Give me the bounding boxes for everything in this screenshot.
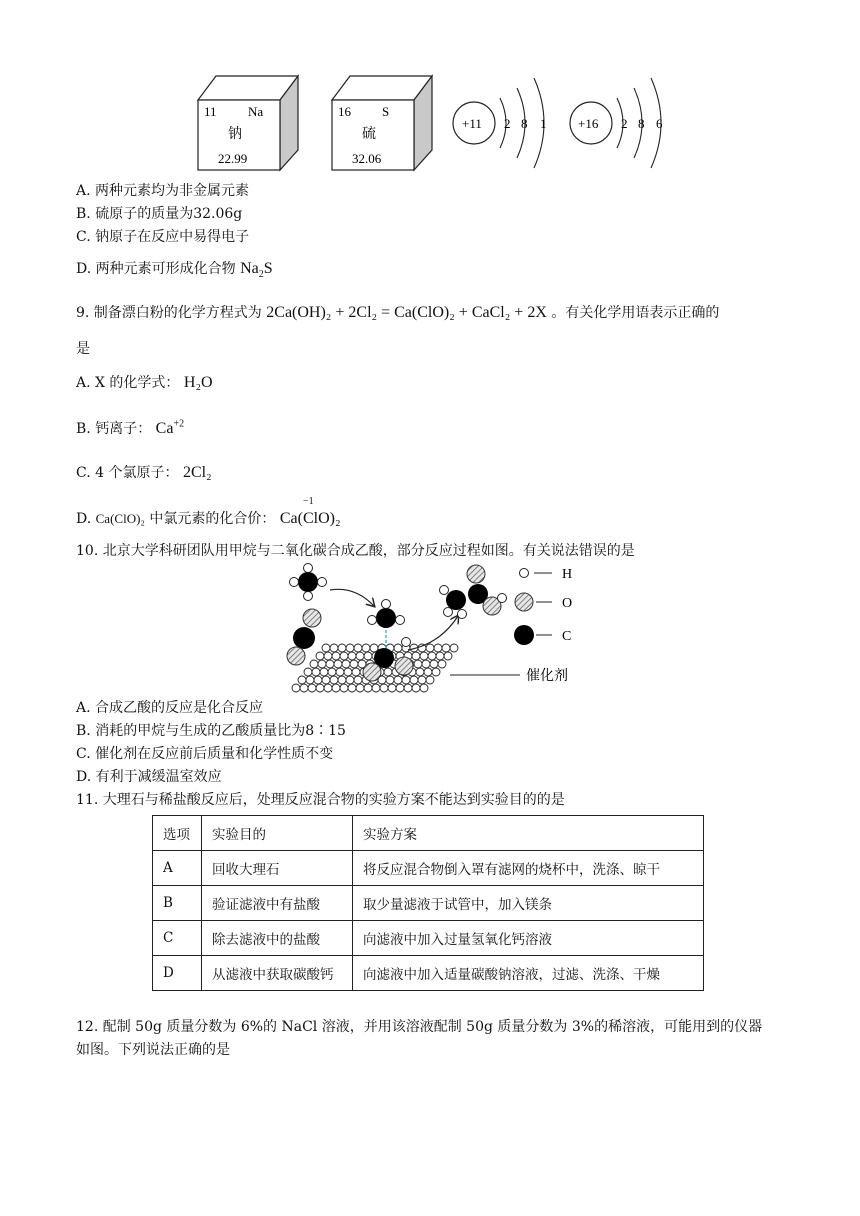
calcium-hypochlorite: Ca(ClO)₂	[95, 511, 145, 526]
q10-option-a	[76, 697, 263, 717]
acetic-acid-molecule	[440, 565, 507, 619]
option-letter: C.	[76, 746, 91, 762]
cell-plan: 向滤液中加入适量碳酸钠溶液，过滤、洗涤、干燥	[353, 956, 704, 991]
option-letter: B.	[76, 723, 91, 739]
q10-option-b	[76, 720, 346, 740]
q10-stem: 10. 北京大学科研团队用甲烷与二氧化碳合成乙酸，部分反应过程如图。有关说法错误的是	[76, 543, 635, 559]
cell-option: C	[153, 921, 202, 956]
option-label: A. X 的化学式：	[76, 375, 180, 391]
catalyst-atom	[310, 660, 318, 668]
catalyst-atom	[316, 652, 324, 660]
catalyst-atom	[320, 668, 328, 676]
catalyst-atom	[420, 684, 428, 692]
catalyst-atom	[308, 684, 316, 692]
catalyst-atom	[306, 676, 314, 684]
chlorine-formula: 2Cl₂	[182, 464, 212, 481]
catalyst-atom	[428, 652, 436, 660]
na-atom-structure	[453, 78, 547, 168]
option-label: B. 钙离子：	[76, 421, 152, 437]
option-text: 两种元素可形成化合物	[95, 261, 236, 277]
catalyst-atom	[444, 652, 452, 660]
s-shell-1: 2	[621, 116, 628, 131]
q8-option-a	[76, 180, 249, 200]
catalyst-atom	[338, 644, 346, 652]
methane-molecule	[290, 564, 327, 601]
catalyst-atom	[338, 676, 346, 684]
catalyst-atom	[316, 684, 324, 692]
q9-option-d	[76, 496, 341, 528]
cell-option: A	[153, 851, 202, 886]
catalyst-atom	[344, 668, 352, 676]
na-mass: 22.99	[218, 151, 248, 166]
catalyst-atom	[330, 644, 338, 652]
catalyst-atom	[356, 684, 364, 692]
s-mass: 32.06	[352, 151, 382, 166]
q8-option-b	[76, 203, 242, 223]
catalyst-atom	[410, 676, 418, 684]
catalyst-atom	[426, 676, 434, 684]
reaction-diagram	[280, 560, 600, 700]
cell-option: D	[153, 956, 202, 991]
na-shell-1: 2	[504, 116, 511, 131]
option-letter: D.	[76, 769, 92, 785]
table-row	[153, 921, 704, 956]
header-option: 选项	[153, 816, 202, 851]
cell-plan: 取少量滤液于试管中，加入镁条	[353, 886, 704, 921]
catalyst-atom	[396, 684, 404, 692]
q9-option-a	[76, 372, 213, 392]
catalyst-atom	[434, 644, 442, 652]
s-name: 硫	[362, 127, 376, 142]
catalyst-atom	[426, 644, 434, 652]
catalyst-atom	[318, 660, 326, 668]
catalyst-atom	[386, 676, 394, 684]
s-atomic-number: 16	[338, 104, 351, 119]
catalyst-atom	[354, 676, 362, 684]
na-element-box	[198, 76, 298, 170]
catalyst-atom	[352, 668, 360, 676]
cell-purpose: 回收大理石	[202, 851, 353, 886]
catalyst-atom	[354, 644, 362, 652]
catalyst-atom	[372, 684, 380, 692]
catalyst-atom	[328, 668, 336, 676]
catalyst-atom	[404, 684, 412, 692]
catalyst-atom	[424, 668, 432, 676]
catalyst-atom	[412, 684, 420, 692]
s-shell-2: 8	[638, 116, 645, 131]
header-plan: 实验方案	[353, 816, 704, 851]
catalyst-atom	[348, 684, 356, 692]
option-letter: A.	[76, 700, 91, 716]
catalyst-atom	[412, 652, 420, 660]
na-nucleus: +11	[462, 116, 482, 131]
calcium-ion: $Ca^{+2}$	[155, 418, 185, 437]
legend-o: O	[562, 596, 573, 611]
valence-mark: −1	[302, 496, 314, 507]
q8-option-d	[76, 258, 273, 280]
cell-plan: 将反应混合物倒入罩有滤网的烧杯中，洗涤、晾干	[353, 851, 704, 886]
catalyst-atom	[324, 684, 332, 692]
catalyst-atom	[364, 652, 372, 660]
catalyst-atom	[350, 660, 358, 668]
option-letter: A.	[76, 183, 91, 199]
legend-c: C	[562, 629, 572, 644]
na2s-formula: $Na_2S$	[240, 260, 273, 281]
catalyst-atom	[336, 668, 344, 676]
q9-equation: 2Ca(OH)₂ + 2Cl₂ = Ca(ClO)₂ + CaCl₂ + 2X	[266, 304, 547, 321]
catalyst-atom	[324, 652, 332, 660]
cell-purpose: 从滤液中获取碳酸钙	[202, 956, 353, 991]
element-figure	[190, 66, 680, 176]
table-row	[153, 851, 704, 886]
water-formula: H₂O	[183, 374, 213, 391]
option-text: 消耗的甲烷与生成的乙酸质量比为8∶15	[95, 723, 346, 739]
q9-stem-tail: 是	[76, 341, 90, 357]
catalyst-label: 催化剂	[526, 668, 568, 684]
catalyst-atom	[362, 644, 370, 652]
catalyst-atom	[342, 660, 350, 668]
cell-purpose: 除去滤液中的盐酸	[202, 921, 353, 956]
table-row	[153, 886, 704, 921]
na-name: 钠	[228, 127, 242, 142]
option-text: 有利于减缓温室效应	[95, 769, 222, 785]
q9-prefix: 9. 制备漂白粉的化学方程式为	[76, 305, 262, 321]
option-text: 合成乙酸的反应是化合反应	[95, 700, 264, 716]
cell-plan: 向滤液中加入过量氢氧化钙溶液	[353, 921, 704, 956]
option-letter: C.	[76, 229, 91, 245]
catalyst-atom	[330, 676, 338, 684]
catalyst-atom	[420, 652, 428, 660]
catalyst-atom	[394, 644, 402, 652]
catalyst-atom	[364, 684, 372, 692]
catalyst-atom	[450, 644, 458, 652]
catalyst-atom	[384, 668, 392, 676]
catalyst-atom	[356, 652, 364, 660]
table-header-row	[153, 816, 704, 851]
catalyst-atom	[334, 660, 342, 668]
q12-stem-line1: 12. 配制 50g 质量分数为 6%的 NaCl 溶液，并用该溶液配制 50g 质量分数为 3%的稀溶液，可能用到的仪器	[76, 1019, 763, 1035]
catalyst-atom	[380, 684, 388, 692]
option-text: 中氯元素的化合价：	[149, 511, 276, 527]
q9-option-b	[76, 418, 184, 438]
option-label: D.	[76, 511, 92, 527]
s-element-box	[332, 76, 432, 170]
option-text: 硫原子的质量为32.06g	[95, 206, 243, 222]
catalyst-atom	[430, 660, 438, 668]
na-atomic-number: 11	[204, 104, 217, 119]
catalyst-atom	[346, 644, 354, 652]
header-purpose: 实验目的	[202, 816, 353, 851]
catalyst-atom	[436, 652, 444, 660]
cell-purpose: 验证滤液中有盐酸	[202, 886, 353, 921]
q11-stem: 11. 大理石与稀盐酸反应后，处理反应混合物的实验方案不能达到实验目的的是	[76, 792, 565, 808]
catalyst-atom	[292, 684, 300, 692]
catalyst-atom	[432, 668, 440, 676]
catalyst-atom	[326, 660, 334, 668]
option-text: 两种元素均为非金属元素	[95, 183, 250, 199]
catalyst-atom	[418, 676, 426, 684]
legend	[514, 567, 572, 645]
q9-option-c	[76, 462, 212, 482]
catalyst-atom	[388, 684, 396, 692]
catalyst-atom	[332, 684, 340, 692]
catalyst-atom	[348, 652, 356, 660]
catalyst-atom	[394, 676, 402, 684]
catalyst-atom	[442, 644, 450, 652]
experiment-table	[152, 815, 704, 991]
q10-option-d	[76, 766, 222, 786]
catalyst-atom	[346, 676, 354, 684]
catalyst-atom	[422, 660, 430, 668]
s-symbol: S	[382, 104, 390, 119]
catalyst-atom	[370, 644, 378, 652]
catalyst-atom	[314, 676, 322, 684]
catalyst-atom	[322, 676, 330, 684]
valence-formula: Ca( −1 ClO)₂	[279, 496, 341, 527]
catalyst-atom	[298, 676, 306, 684]
na-shell-2: 8	[521, 116, 528, 131]
option-text: 催化剂在反应前后质量和化学性质不变	[95, 746, 334, 762]
s-shell-3: 6	[656, 116, 663, 131]
q8-option-c	[76, 226, 249, 246]
catalyst-atom	[438, 660, 446, 668]
catalyst-atom	[312, 668, 320, 676]
q10-option-c	[76, 743, 333, 763]
q9-stem	[76, 302, 719, 322]
s-atom-structure	[570, 78, 663, 168]
cell-option: B	[153, 886, 202, 921]
option-text: 钠原子在反应中易得电子	[95, 229, 250, 245]
catalyst-atom	[414, 660, 422, 668]
na-symbol: Na	[248, 104, 264, 119]
catalyst-atom	[340, 684, 348, 692]
catalyst-atom	[332, 652, 340, 660]
catalyst-atom	[322, 644, 330, 652]
table-row	[153, 956, 704, 991]
catalyst-atom	[402, 676, 410, 684]
catalyst-atom	[416, 668, 424, 676]
s-nucleus: +16	[578, 116, 599, 131]
option-letter: B.	[76, 206, 91, 222]
option-letter: D.	[76, 261, 92, 277]
catalyst-atom	[340, 652, 348, 660]
catalyst-atom	[304, 668, 312, 676]
legend-h: H	[562, 567, 573, 582]
q9-suffix: 。有关化学用语表示正确的	[551, 305, 720, 321]
q12-stem-line2: 如图。下列说法正确的是	[76, 1042, 230, 1058]
option-label: C. 4 个氯原子：	[76, 465, 179, 481]
na-shell-3: 1	[540, 116, 547, 131]
catalyst-atom	[300, 684, 308, 692]
